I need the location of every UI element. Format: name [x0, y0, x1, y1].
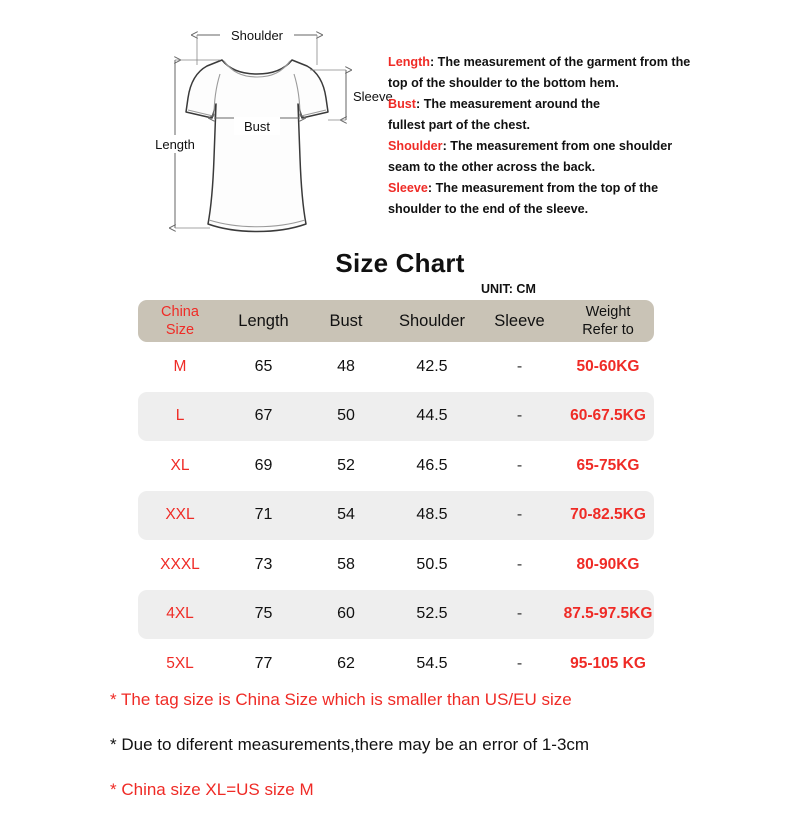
- cell-size: XL: [170, 456, 190, 474]
- header-line-1: Weight: [585, 304, 631, 320]
- cell-bust: 50: [305, 392, 387, 442]
- bust-label: Bust: [243, 119, 271, 134]
- tshirt-outline: [186, 60, 328, 232]
- cell-bust: 58: [337, 555, 355, 573]
- table-row: [138, 342, 654, 392]
- cell-length: 75: [222, 590, 305, 640]
- cell-sleeve: -: [516, 357, 523, 375]
- table-header-row: [138, 300, 654, 342]
- note-item: * China size XL=US size M: [110, 780, 314, 799]
- definition-term: Sleeve: [388, 181, 428, 195]
- cell-shoulder: 50.5: [416, 555, 448, 573]
- cell-bust: 60: [305, 590, 387, 640]
- length-label: Length: [155, 137, 195, 152]
- cell-weight: 80-90KG: [576, 555, 640, 573]
- cell-size: L: [138, 392, 222, 442]
- table-row: [138, 540, 654, 590]
- cell-length: 67: [222, 392, 305, 442]
- header-line-2: Refer to: [582, 322, 634, 338]
- footer-notes: [110, 688, 770, 823]
- cell-length: 77: [254, 654, 273, 672]
- unit-label: UNIT: CM: [481, 282, 536, 296]
- cell-sleeve: -: [516, 654, 523, 672]
- cell-length: 69: [254, 456, 273, 474]
- cell-length: 73: [254, 555, 273, 573]
- column-header-weight: [562, 300, 654, 342]
- definition-line: [388, 115, 694, 136]
- definition-term: Bust: [388, 97, 416, 111]
- table-row: [138, 441, 654, 491]
- definition-term: Length: [388, 55, 430, 69]
- definition-text: : The measurement around the: [416, 97, 601, 111]
- cell-size: XXL: [138, 491, 222, 541]
- cell-length: 65: [254, 357, 273, 375]
- cell-sleeve: -: [477, 392, 562, 442]
- column-header-china-size: [138, 300, 222, 342]
- note-item: * Due to diferent measurements,there may be an error of 1-3cm: [110, 735, 590, 754]
- definition-text: seam to the other across the back.: [388, 160, 596, 174]
- cell-weight: 65-75KG: [576, 456, 640, 474]
- definition-text: fullest part of the chest.: [388, 118, 531, 132]
- cell-length: 71: [222, 491, 305, 541]
- definition-line: [388, 157, 694, 178]
- measurement-definitions: [388, 52, 694, 220]
- cell-bust: 52: [337, 456, 355, 474]
- table-row: [138, 491, 654, 541]
- column-header-length: Length: [222, 300, 305, 342]
- table-row: [138, 639, 654, 689]
- cell-size: XXXL: [160, 555, 200, 573]
- cell-size: 5XL: [166, 654, 194, 672]
- cell-shoulder: 52.5: [387, 590, 477, 640]
- definition-line: [388, 73, 694, 94]
- sleeve-label: Sleeve: [353, 89, 393, 104]
- cell-shoulder: 44.5: [387, 392, 477, 442]
- cell-size: M: [173, 357, 187, 375]
- tshirt-diagram: [150, 8, 395, 258]
- definition-line: [388, 136, 694, 157]
- cell-weight: 95-105 KG: [570, 654, 646, 672]
- column-header-shoulder: Shoulder: [387, 300, 477, 342]
- note-item: * The tag size is China Size which is smaller than US/EU size: [110, 690, 572, 709]
- definition-line: [388, 178, 694, 199]
- cell-shoulder: 42.5: [416, 357, 448, 375]
- definition-term: Shoulder: [388, 139, 443, 153]
- column-header-sleeve: Sleeve: [477, 300, 562, 342]
- column-header-bust: Bust: [305, 300, 387, 342]
- cell-weight: 70-82.5KG: [562, 491, 654, 541]
- definition-line: [388, 199, 694, 220]
- cell-shoulder: 54.5: [416, 654, 448, 672]
- cell-sleeve: -: [477, 590, 562, 640]
- cell-shoulder: 48.5: [387, 491, 477, 541]
- cell-bust: 48: [337, 357, 355, 375]
- cell-bust: 62: [337, 654, 355, 672]
- header-line-2: Size: [165, 322, 195, 338]
- definition-text: top of the shoulder to the bottom hem.: [388, 76, 619, 90]
- page-title: Size Chart: [335, 248, 465, 278]
- cell-weight: 87.5-97.5KG: [562, 590, 654, 640]
- cell-bust: 54: [305, 491, 387, 541]
- cell-sleeve: -: [477, 491, 562, 541]
- cell-size: 4XL: [138, 590, 222, 640]
- cell-sleeve: -: [516, 456, 523, 474]
- shoulder-dimension: [197, 26, 317, 65]
- definition-line: [388, 94, 694, 115]
- definition-text: shoulder to the end of the sleeve.: [388, 202, 589, 216]
- definition-text: : The measurement of the garment from the: [429, 55, 691, 69]
- table-row: [138, 590, 654, 640]
- cell-weight: 50-60KG: [576, 357, 640, 375]
- table-row: [138, 392, 654, 442]
- header-line-1: China: [161, 304, 199, 320]
- cell-shoulder: 46.5: [416, 456, 448, 474]
- definition-line: [388, 52, 694, 73]
- cell-weight: 60-67.5KG: [562, 392, 654, 442]
- cell-sleeve: -: [516, 555, 523, 573]
- definition-text: : The measurement from the top of the: [427, 181, 659, 195]
- definition-text: : The measurement from one shoulder: [442, 139, 673, 153]
- shoulder-label: Shoulder: [230, 28, 284, 43]
- size-chart-table: [138, 300, 654, 689]
